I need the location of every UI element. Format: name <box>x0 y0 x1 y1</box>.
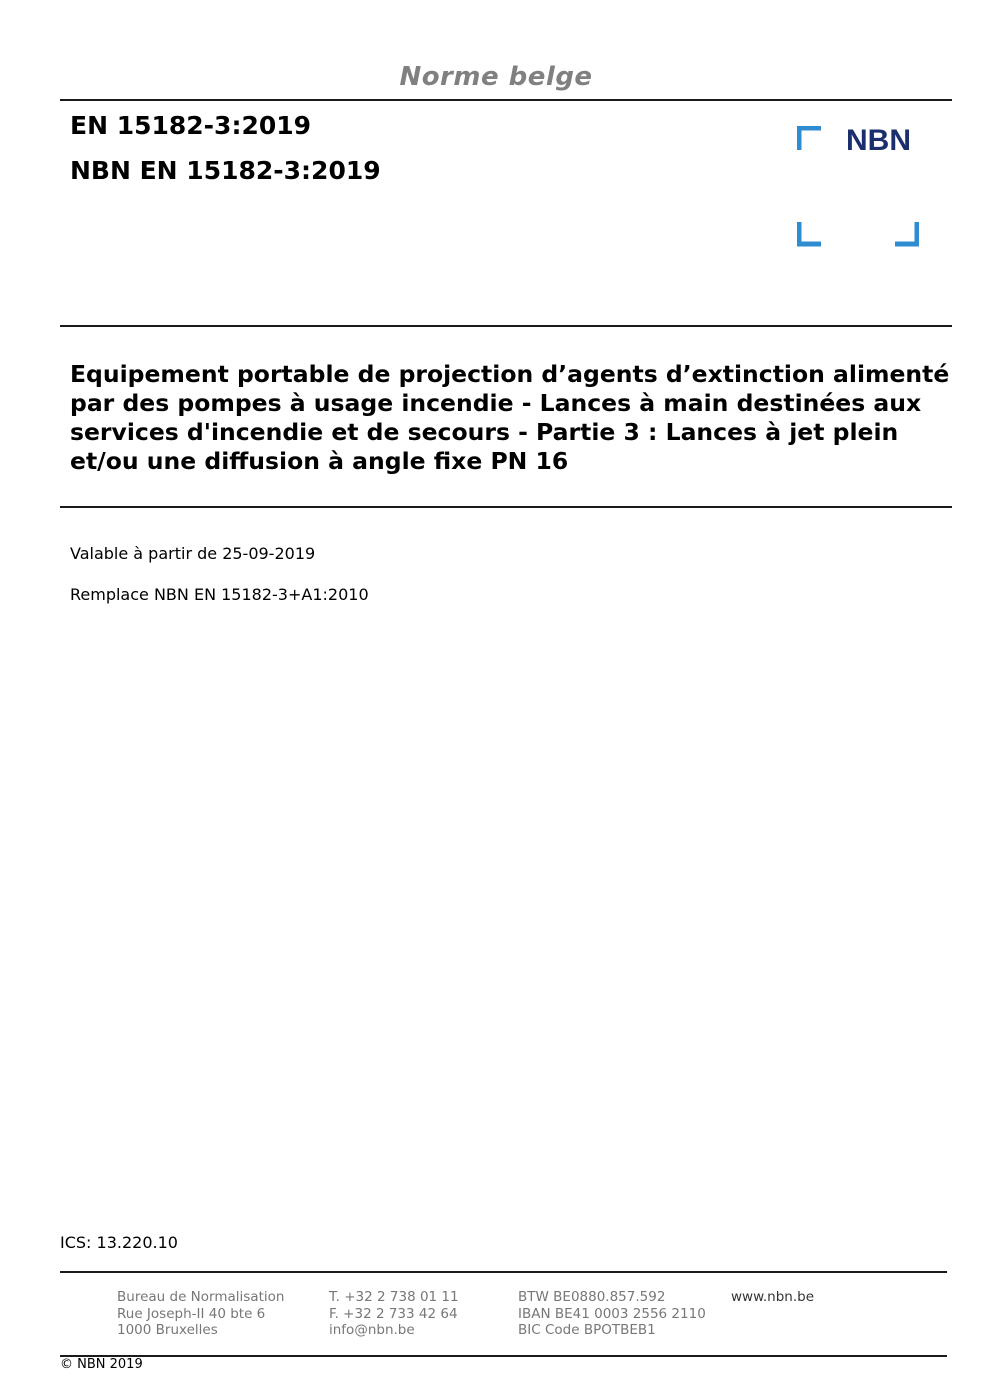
ics-code: ICS: 13.220.10 <box>60 1233 178 1252</box>
title-line: et/ou une diffusion à angle fixe PN 16 <box>70 447 569 475</box>
logo-corner-top-left <box>799 128 821 150</box>
footer-phone: T. +32 2 738 01 11 <box>329 1289 459 1305</box>
title-top-divider <box>60 325 952 327</box>
footer-fax: F. +32 2 733 42 64 <box>329 1305 458 1322</box>
title-line: Equipement portable de projection d’agents d’extinction alimenté <box>70 360 950 388</box>
document-type-label: Norme belge <box>399 62 593 92</box>
footer-address-line: Rue Joseph-II 40 bte 6 <box>117 1305 266 1322</box>
footer-bic: BIC Code BPOTBEB1 <box>518 1322 656 1338</box>
standard-code-nbn: NBN EN 15182-3:2019 <box>70 156 381 185</box>
footer-contact <box>329 1289 459 1339</box>
logo-corner-bottom-left <box>799 222 821 244</box>
nbn-logo-icon <box>797 126 919 248</box>
replaces-text: Remplace NBN EN 15182-3+A1:2010 <box>70 585 369 604</box>
footer-address-line: Bureau de Normalisation <box>117 1289 285 1305</box>
standard-code-en: EN 15182-3:2019 <box>70 111 312 140</box>
title-bottom-divider <box>60 506 952 508</box>
top-divider <box>60 99 952 101</box>
copyright-notice: © NBN 2019 <box>60 1357 143 1372</box>
title-line: services d'incendie et de secours - Partie 3 : Lances à jet plein <box>70 418 899 446</box>
valid-from-text: Valable à partir de 25-09-2019 <box>70 544 316 563</box>
footer-website[interactable]: www.nbn.be <box>731 1289 815 1305</box>
title-line: par des pompes à usage incendie - Lances à main destinées aux <box>70 389 922 417</box>
footer-bank <box>518 1289 706 1339</box>
nbn-logo <box>797 126 919 248</box>
footer-top-divider <box>60 1271 947 1273</box>
footer-address <box>117 1289 284 1339</box>
footer-bottom-divider <box>60 1355 947 1357</box>
footer-email: info@nbn.be <box>329 1322 415 1338</box>
footer-iban: IBAN BE41 0003 2556 2110 <box>518 1305 706 1322</box>
footer-vat: BTW BE0880.857.592 <box>518 1289 666 1305</box>
logo-corner-bottom-right <box>895 222 917 244</box>
footer-address-line: 1000 Bruxelles <box>117 1322 218 1338</box>
document-title <box>70 360 950 476</box>
logo-text: NBN <box>846 126 911 157</box>
